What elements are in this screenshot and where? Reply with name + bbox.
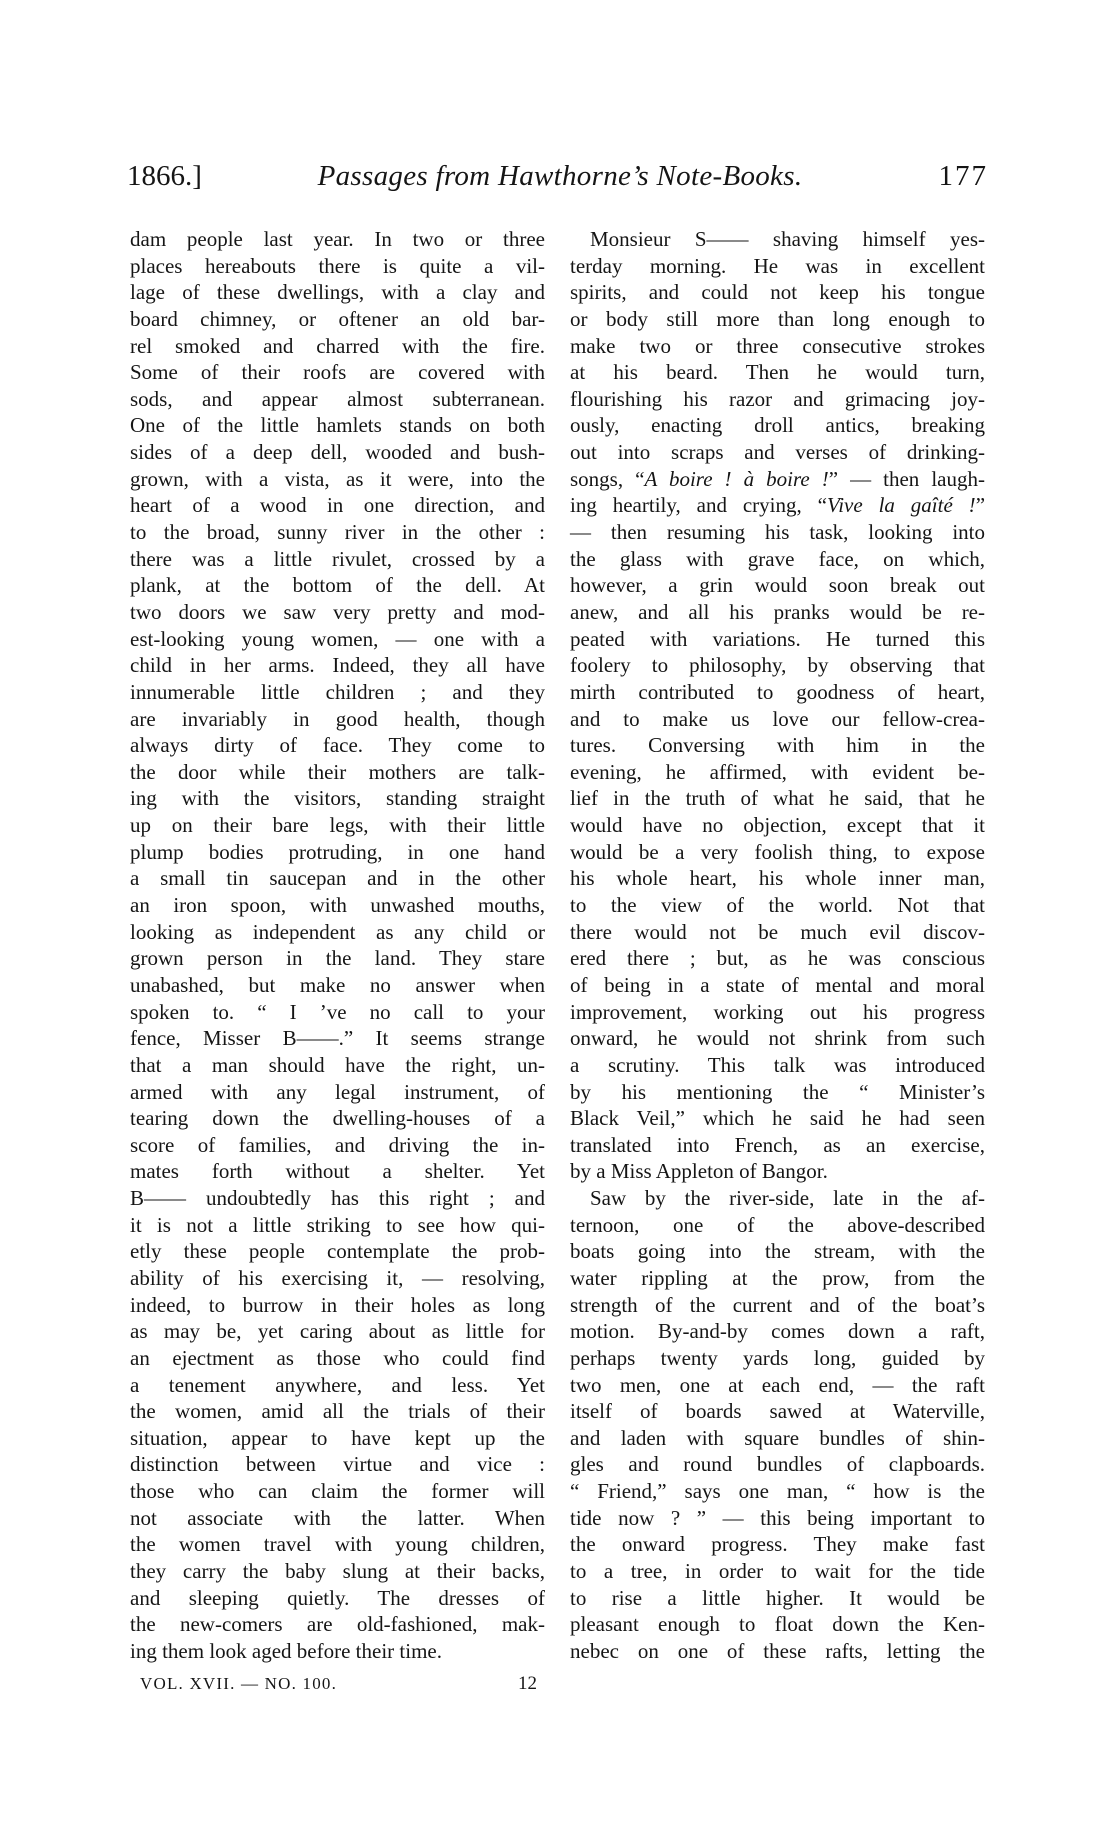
signature-mark: 12 [518, 1673, 537, 1694]
text-line: Black Veil,” which he said he had seen [570, 1106, 985, 1131]
text-line: would have no objection, except that it [570, 813, 985, 838]
text-line: board chimney, or oftener an old bar- [130, 306, 545, 331]
text-line: of being in a state of mental and moral [570, 972, 985, 997]
volume-number: VOL. XVII. — NO. 100. [140, 1674, 338, 1693]
text-line: tearing down the dwelling-houses of a [130, 1106, 545, 1131]
text-line: foolery to philosophy, by observing that [570, 653, 985, 678]
text-line: armed with any legal instrument, of [130, 1079, 545, 1104]
right-column [570, 226, 985, 1665]
text-line: the onward progress. They make fast [570, 1532, 985, 1557]
text-line: ability of his exercising it, — resolving, [130, 1265, 545, 1290]
text-line: One of the little hamlets stands on both [130, 413, 545, 438]
text-line: an iron spoon, with unwashed mouths, [130, 893, 545, 918]
text-line: dam people last year. In two or three [130, 227, 545, 251]
text-line: water rippling at the prow, from the [570, 1265, 985, 1290]
running-title: Passages from Hawthorne’s Note-Books. [317, 160, 803, 192]
text-line: gles and round bundles of clapboards. [570, 1452, 985, 1477]
text-line: plank, at the bottom of the dell. At [130, 573, 545, 598]
text-line: there was a little rivulet, crossed by a [130, 546, 545, 571]
text-line: spoken to. “ I ’ve no call to your [130, 999, 545, 1024]
text-line: that a man should have the right, un- [130, 1052, 545, 1077]
text-line: B—— undoubtedly has this right ; and [130, 1186, 545, 1211]
text-line: innumerable little children ; and they [130, 679, 545, 704]
text-line: by a Miss Appleton of Bangor. [570, 1159, 828, 1184]
text-line: would be a very foolish thing, to expose [570, 839, 985, 864]
text-line: perhaps twenty yards long, guided by [570, 1345, 985, 1370]
text-line: make two or three consecutive strokes [570, 333, 985, 358]
text-segment: ing heartily, and crying, “ [570, 493, 827, 518]
text-line: Some of their roofs are covered with [130, 360, 545, 385]
text-line: tures. Conversing with him in the [570, 733, 985, 758]
text-line: mates forth without a shelter. Yet [130, 1159, 545, 1184]
text-line: places hereabouts there is quite a vil- [130, 253, 545, 278]
text-line: two men, one at each end, — the raft [570, 1372, 985, 1397]
text-line: child in her arms. Indeed, they all have [130, 653, 545, 678]
text-line [570, 492, 985, 519]
text-line [570, 466, 985, 493]
text-line: situation, appear to have kept up the [130, 1425, 545, 1450]
text-line: two doors we saw very pretty and mod- [130, 599, 545, 624]
text-line: out into scraps and verses of drinking- [570, 440, 985, 465]
text-line: translated into French, as an exercise, [570, 1132, 985, 1157]
header-date: 1866.] [127, 160, 202, 192]
text-line: to a tree, in order to wait for the tide [570, 1559, 985, 1584]
text-line: rel smoked and charred with the fire. [130, 333, 545, 358]
text-line: his whole heart, his whole inner man, [570, 866, 985, 891]
text-line: to rise a little higher. It would be [570, 1585, 985, 1610]
text-line: are invariably in good health, though [130, 706, 545, 731]
text-line: ternoon, one of the above-described [570, 1212, 985, 1237]
text-line: sods, and appear almost subterranean. [130, 386, 545, 411]
text-line: unabashed, but make no answer when [130, 972, 545, 997]
text-line: there would not be much evil discov- [570, 919, 985, 944]
text-line: onward, he would not shrink from such [570, 1026, 985, 1051]
text-line: and sleeping quietly. The dresses of [130, 1585, 545, 1610]
text-segment: ” [975, 493, 986, 518]
text-line: the women, amid all the trials of their [130, 1399, 545, 1424]
text-line: it is not a little striking to see how qui- [130, 1212, 545, 1237]
text-line: lief in the truth of what he said, that he [570, 786, 985, 811]
text-line: ing with the visitors, standing straight [130, 786, 545, 811]
text-line: terday morning. He was in excellent [570, 253, 985, 278]
text-line: pleasant enough to float down the Ken- [570, 1612, 985, 1637]
text-line: indeed, to burrow in their holes as long [130, 1292, 545, 1317]
text-line: spirits, and could not keep his tongue [570, 280, 985, 305]
text-line: by his mentioning the “ Minister’s [570, 1079, 985, 1104]
text-line: an ejectment as those who could find [130, 1345, 545, 1370]
text-line: always dirty of face. They come to [130, 733, 545, 758]
text-line: however, a grin would soon break out [570, 573, 985, 598]
text-line: a tenement anywhere, and less. Yet [130, 1372, 545, 1397]
text-line: a scrutiny. This talk was introduced [570, 1052, 985, 1077]
text-line: evening, he affirmed, with evident be- [570, 759, 985, 784]
text-line: ered there ; but, as he was conscious [570, 946, 985, 971]
text-line: flourishing his razor and grimacing joy- [570, 386, 985, 411]
text-line: etly these people contemplate the prob- [130, 1239, 545, 1264]
text-segment: ” — then laugh- [828, 466, 985, 491]
text-line: grown person in the land. They stare [130, 946, 545, 971]
text-line: strength of the current and of the boat’s [570, 1292, 985, 1317]
text-line: anew, and all his pranks would be re- [570, 599, 985, 624]
text-segment: songs, “ [570, 466, 645, 491]
text-line: boats going into the stream, with the [570, 1239, 985, 1264]
text-line: those who can claim the former will [130, 1479, 545, 1504]
text-line: lage of these dwellings, with a clay and [130, 280, 545, 305]
text-line: ing them look aged before their time. [130, 1638, 442, 1663]
text-line: distinction between virtue and vice : [130, 1452, 545, 1477]
text-line: est-looking young women, — one with a [130, 626, 545, 651]
text-line: the new-comers are old-fashioned, mak- [130, 1612, 545, 1637]
text-line: fence, Misser B——.” It seems strange [130, 1026, 545, 1051]
text-line: to the broad, sunny river in the other : [130, 520, 545, 545]
text-line: as may be, yet caring about as little for [130, 1319, 545, 1344]
text-line: ously, enacting droll antics, breaking [570, 413, 985, 438]
text-line: not associate with the latter. When [130, 1505, 545, 1530]
page-number: 177 [938, 160, 988, 192]
text-line: the glass with grave face, on which, [570, 546, 985, 571]
text-line: a small tin saucepan and in the other [130, 866, 545, 891]
text-line: nebec on one of these rafts, letting the [570, 1638, 985, 1663]
text-line: — then resuming his task, looking into [570, 520, 985, 545]
text-line: motion. By-and-by comes down a raft, [570, 1319, 985, 1344]
text-line: up on their bare legs, with their little [130, 813, 545, 838]
text-line: and laden with square bundles of shin- [570, 1425, 985, 1450]
text-line: grown, with a vista, as it were, into the [130, 466, 545, 491]
text-line: they carry the baby slung at their backs, [130, 1559, 545, 1584]
text-line: sides of a deep dell, wooded and bush- [130, 440, 545, 465]
italic-phrase: A boire ! à boire ! [644, 466, 829, 491]
text-line: improvement, working out his progress [570, 999, 985, 1024]
text-line: peated with variations. He turned this [570, 626, 985, 651]
text-line: Monsieur S—— shaving himself yes- [590, 227, 985, 251]
text-line: heart of a wood in one direction, and [130, 493, 545, 518]
left-column [130, 226, 545, 1665]
text-line: or body still more than long enough to [570, 306, 985, 331]
text-line: mirth contributed to goodness of heart, [570, 679, 985, 704]
text-line: at his beard. Then he would turn, [570, 360, 985, 385]
text-line: score of families, and driving the in- [130, 1132, 545, 1157]
text-line: and to make us love our fellow-crea- [570, 706, 985, 731]
italic-phrase: Vive la gaîté ! [826, 493, 976, 518]
text-line: plump bodies protruding, in one hand [130, 839, 545, 864]
text-line: to the view of the world. Not that [570, 893, 985, 918]
text-line: tide now ? ” — this being important to [570, 1505, 985, 1530]
text-line: the women travel with young children, [130, 1532, 545, 1557]
text-line: Saw by the river-side, late in the af- [590, 1186, 985, 1211]
text-line: looking as independent as any child or [130, 919, 545, 944]
text-line: itself of boards sawed at Waterville, [570, 1399, 985, 1424]
text-line: “ Friend,” says one man, “ how is the [570, 1479, 985, 1504]
text-line: the door while their mothers are talk- [130, 759, 545, 784]
